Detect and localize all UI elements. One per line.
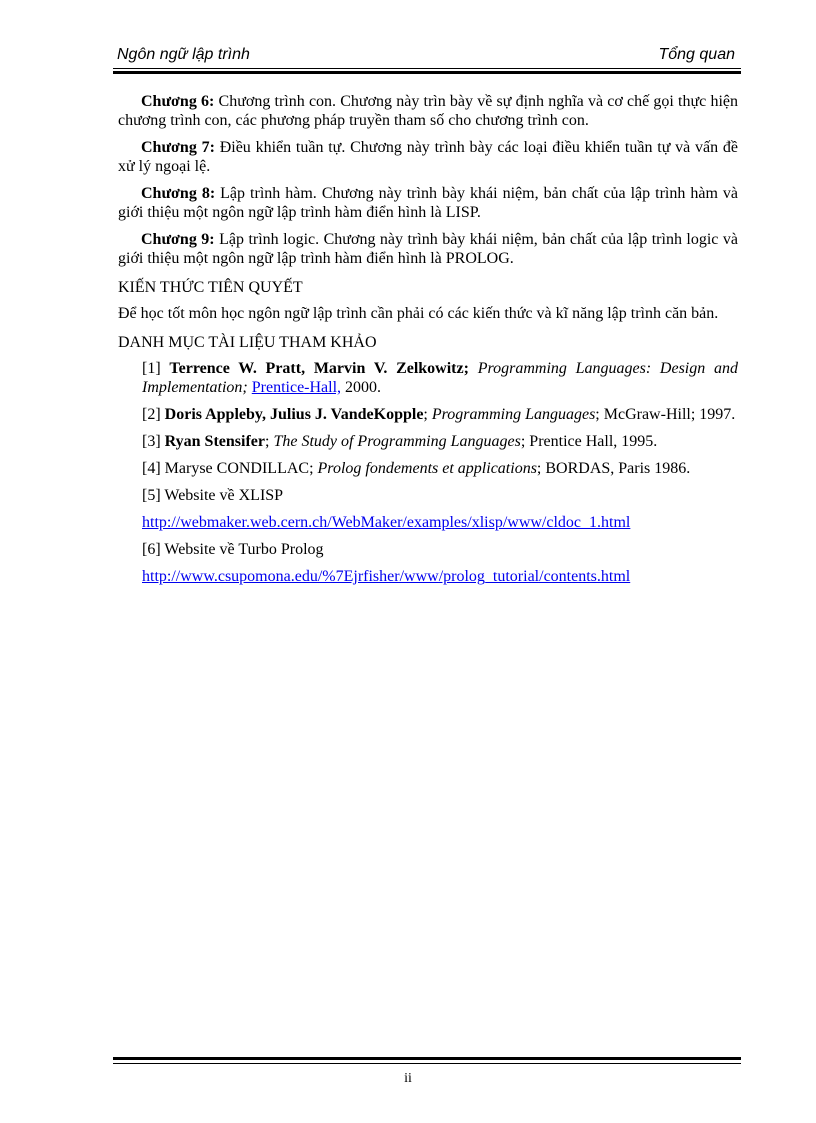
header-rule-thick (113, 71, 741, 74)
ref-3-title: The Study of Programming Languages (273, 433, 521, 450)
ref-3-number: [3] (142, 433, 165, 450)
chapter-8-text: Lập trình hàm. Chương này trình bày khái niệm, bản chất của lập trình hàm và giới thiệu một ngôn ngữ lập trình hàm điển hình là LISP. (118, 185, 739, 221)
ref-2-title: Programming Languages (431, 406, 596, 423)
chapter-7-label: Chương 7: (141, 139, 215, 156)
reference-2 (142, 405, 738, 424)
ref-1-authors: Terrence W. Pratt, Marvin V. Zelkowitz; (169, 360, 469, 377)
header-title-right: Tổng quan (658, 46, 735, 63)
ref-2-authors: Doris Appleby, Julius J. VandeKopple (164, 406, 424, 423)
ref-2-number: [2] (142, 406, 165, 423)
chapter-9-label: Chương 9: (141, 231, 215, 248)
reference-5: [5] Website về XLISP (142, 487, 284, 504)
ref-4-rest: ; BORDAS, Paris 1986. (536, 460, 691, 477)
footer-rule-thick (113, 1057, 741, 1060)
ref-4-number: [4] (142, 460, 165, 477)
ref-4-authors: Maryse CONDILLAC; (164, 460, 318, 477)
ref-4-title: Prolog fondements et applications (317, 460, 537, 477)
ref-3-authors: Ryan Stensifer (164, 433, 265, 450)
reference-1 (142, 359, 738, 397)
header-title-left: Ngôn ngữ lập trình (117, 46, 250, 63)
chapter-7-paragraph (118, 138, 738, 176)
chapter-6-text: Chương trình con. Chương này trìn bày về sự định nghĩa và cơ chế gọi thực hiện chương trình con, các phương pháp truyền tham số cho chương trình con. (118, 93, 739, 129)
ref-1-publisher-link[interactable]: Prentice-Hall, (251, 379, 342, 396)
chapter-6-paragraph (118, 92, 738, 130)
ref-5-url-link[interactable]: http://webmaker.web.cern.ch/WebMaker/examples/xlisp/www/cldoc_1.html (142, 514, 631, 531)
chapter-6-label: Chương 6: (141, 93, 215, 110)
document-body (118, 92, 738, 594)
reference-5-url-line (142, 513, 738, 532)
ref-1-title: Programming Languages: Design and Implementation; (142, 360, 738, 396)
chapter-9-paragraph (118, 230, 738, 268)
chapter-7-text: Điều khiển tuần tự. Chương này trình bày các loại điều khiển tuần tự và vấn đề xử lý ngoại lệ. (118, 139, 738, 175)
page-number: ii (404, 1071, 412, 1086)
chapter-9-text: Lập trình logic. Chương này trình bày khái niệm, bản chất của lập trình logic và giới thiệu một ngôn ngữ lập trình hàm điển hình là PROLOG. (118, 231, 738, 267)
footer-rule-thin (113, 1063, 741, 1064)
ref-2-separator: ; (423, 406, 432, 423)
ref-6-url-link[interactable]: http://www.csupomona.edu/%7Ejrfisher/www/prolog_tutorial/contents.html (142, 568, 631, 585)
chapter-8-label: Chương 8: (141, 185, 216, 202)
prereq-heading: KIẾN THỨC TIÊN QUYẾT (118, 279, 303, 296)
references-heading: DANH MỤC TÀI LIỆU THAM KHẢO (118, 334, 377, 351)
running-header (113, 44, 741, 66)
header-rule-thin (113, 68, 741, 69)
reference-6-url-line (142, 567, 738, 586)
reference-3 (142, 432, 738, 451)
ref-1-year: 2000. (341, 379, 382, 396)
references-list (118, 359, 738, 586)
ref-3-separator: ; (264, 433, 274, 450)
reference-6: [6] Website về Turbo Prolog (142, 541, 324, 558)
chapter-8-paragraph (118, 184, 738, 222)
prereq-text: Để học tốt môn học ngôn ngữ lập trình cần phải có các kiến thức và kĩ năng lập trình căn bản. (118, 305, 719, 322)
reference-4 (142, 459, 738, 478)
ref-1-number: [1] (142, 360, 170, 377)
ref-3-rest: ; Prentice Hall, 1995. (520, 433, 658, 450)
ref-2-rest: ; McGraw-Hill; 1997. (595, 406, 736, 423)
